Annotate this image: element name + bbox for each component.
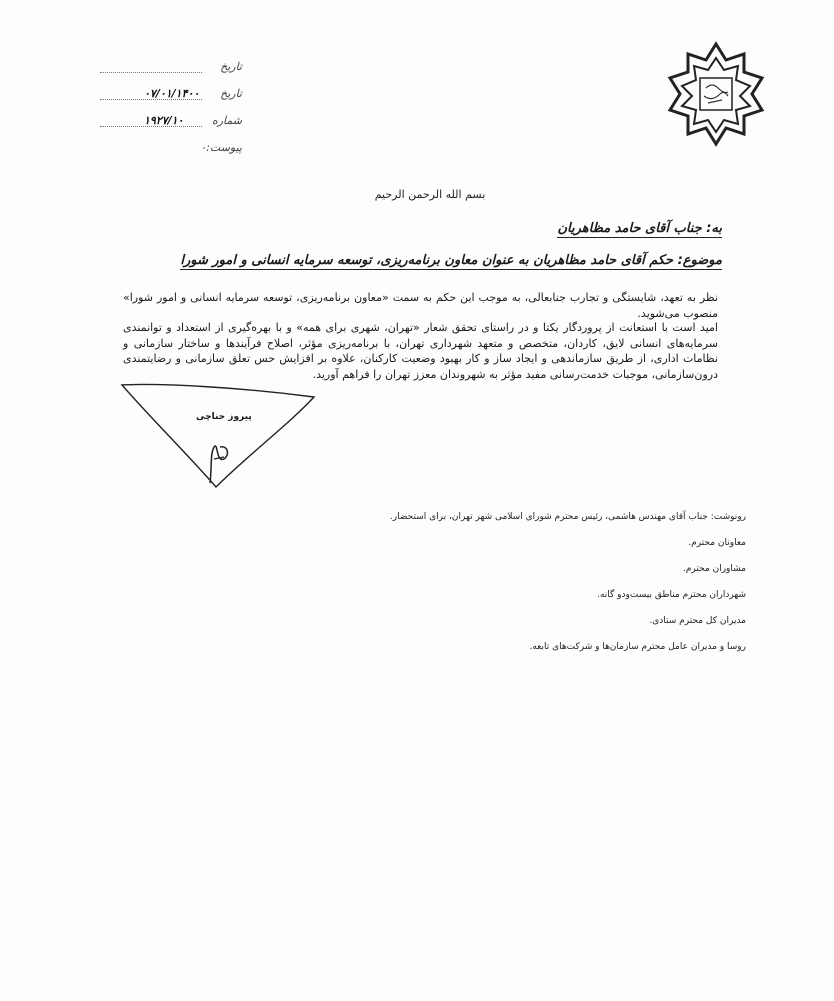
- date-label: تاریخ: [220, 60, 242, 73]
- signature-stamp-icon: [118, 375, 318, 495]
- cc-item: مدیران کل محترم ستادی.: [649, 616, 746, 626]
- letter-meta: [100, 60, 250, 168]
- attachment-label: [200, 141, 242, 154]
- signatory-name: پیروز حناچی: [196, 412, 252, 422]
- municipality-logo-icon: [662, 40, 770, 148]
- number-value: ۱۹۲۷/۱۰: [144, 114, 184, 127]
- cc-item: رونوشت: جناب آقای مهندس هاشمی، رئیس محترم شورای اسلامی شهر تهران، برای استحضار.: [389, 512, 746, 522]
- attachment-value: ۰: [200, 141, 207, 154]
- cc-item: شهرداران محترم مناطق بیست‌ودو گانه.: [597, 590, 746, 600]
- number-row: [100, 114, 250, 141]
- date-value-label: تاریخ: [220, 87, 242, 100]
- date-row: [100, 60, 250, 87]
- attachment-label-text: پیوست:: [206, 141, 242, 154]
- cc-item: مشاوران محترم.: [683, 564, 746, 574]
- body-paragraph-1: نظر به تعهد، شایستگی و تجارب جنابعالی، به موجب این حکم به سمت «معاون برنامه‌ریزی، توسعه سرمایه انسانی و امور شورا» منصوب می‌شوید.: [123, 291, 718, 320]
- date-value: ۰۷/۰۱/۱۴۰۰: [144, 87, 200, 100]
- cc-list: [226, 512, 746, 668]
- basmala: بسم الله الرحمن الرحیم: [374, 188, 486, 201]
- cc-item: روسا و مدیران عامل محترم سازمان‌ها و شرکت‌های تابعه.: [529, 642, 746, 652]
- recipient-line: به: جناب آقای حامد مظاهریان: [557, 221, 722, 236]
- cc-item: معاونان محترم.: [688, 538, 746, 548]
- date-value-row: [100, 87, 250, 114]
- body-paragraph-2: امید است با استعانت از پروردگار یکتا و در راستای تحقق شعار «تهران، شهری برای همه» و با بهره‌گیری از استعداد و توانمندی سرمایه‌های انسانی لایق، کاردان، متخصص و متعهد شهرداری تهران، با برنامه‌ریزی مؤثر، اصلاح فرآیندها و ساختار سازمانی و نظامات اداری، از طریق سازماندهی و ایجاد ساز و کار بهبود وضعیت کارکنان، علاوه بر افزایش حس تعلق سازمانی و رضایتمندی درون‌سازمانی، موجبات خدمت‌رسانی مفید مؤثر به شهروندان معزز تهران را فراهم آورید.: [123, 321, 718, 381]
- subject-line: موضوع: حکم آقای حامد مظاهریان به عنوان معاون برنامه‌ریزی، توسعه سرمایه انسانی و امور شورا: [180, 253, 722, 268]
- date-line: [100, 72, 202, 73]
- number-label: شماره: [211, 114, 242, 127]
- attachment-row: [100, 141, 250, 168]
